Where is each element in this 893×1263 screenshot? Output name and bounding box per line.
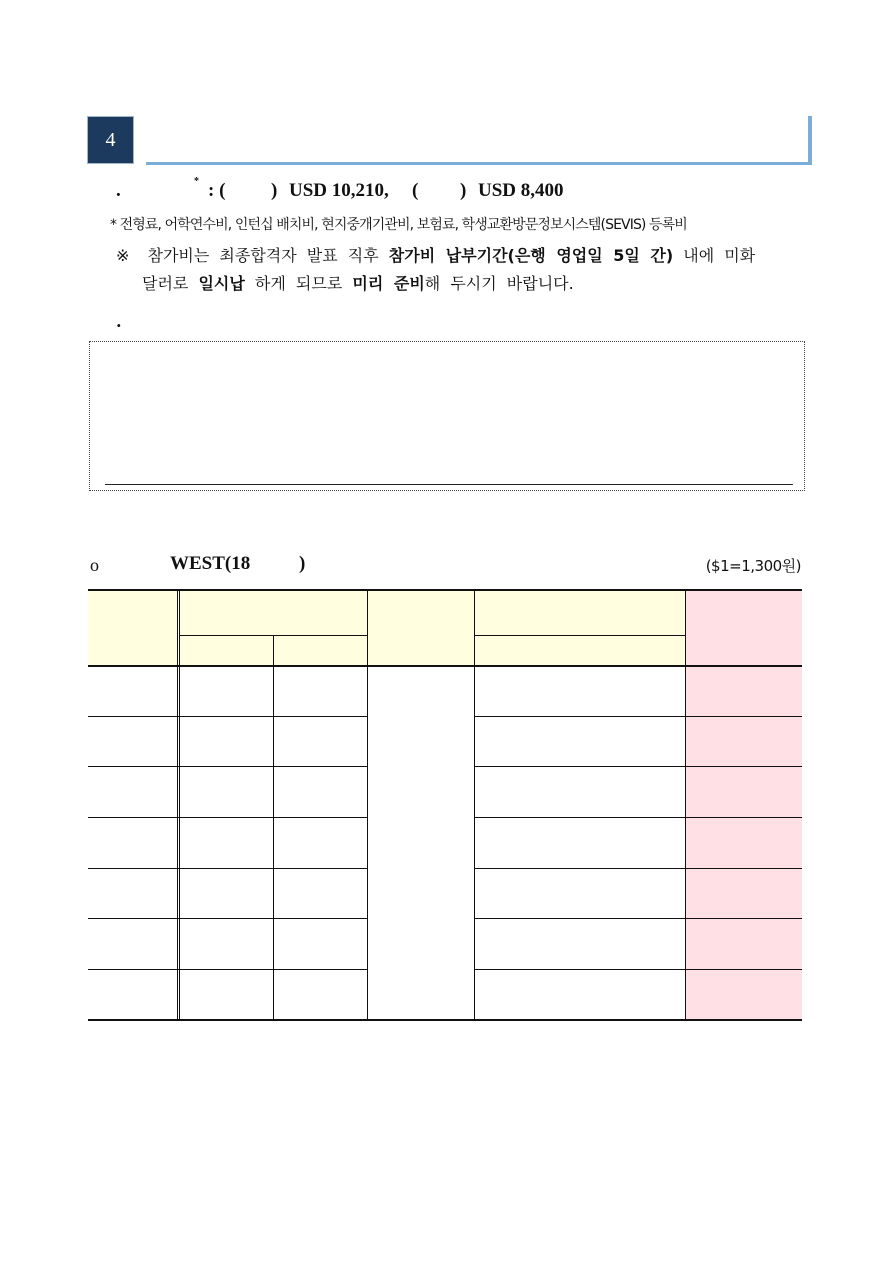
payment-note-text-2a: 달러로 <box>142 274 199 293</box>
section-rule-end <box>808 116 812 165</box>
header-cell-4b <box>475 636 685 666</box>
dotted-box-underline <box>105 484 793 485</box>
row-rule-2b <box>475 766 802 767</box>
section-rule <box>146 162 812 165</box>
col-rule-3 <box>367 589 368 1021</box>
fee-amount-2: USD 8,400 <box>478 180 564 201</box>
row-rule-4a <box>88 868 368 869</box>
payment-period-emphasis: 참가비 납부기간(은행 영업일 5일 간) <box>388 246 674 265</box>
row-rule-5b <box>475 918 802 919</box>
payment-note-line-2 <box>142 271 837 294</box>
payment-note-text-2e: 해 두시기 바랍니다. <box>424 274 574 293</box>
fee-open-paren: : ( <box>208 180 226 201</box>
fee-asterisk: * <box>194 176 199 187</box>
payment-note-text-c: 내에 미화 <box>673 246 756 265</box>
header-bottom-rule <box>88 665 802 667</box>
prepare-emphasis: 미리 준비 <box>352 274 425 293</box>
row-rule-1a <box>88 716 368 717</box>
header-cell-4 <box>475 591 685 635</box>
fee-amount-1: USD 10,210, <box>289 180 389 201</box>
lump-sum-emphasis: 일시납 <box>198 274 245 293</box>
row-rule-1b <box>475 716 802 717</box>
table-bottom-rule <box>88 1019 802 1021</box>
col-rule-4 <box>474 589 475 1021</box>
row-rule-3b <box>475 817 802 818</box>
table-caption-title-b: ) <box>299 553 306 574</box>
row-rule-2a <box>88 766 368 767</box>
section-number-box: 4 <box>87 116 134 164</box>
row-rule-5a <box>88 918 368 919</box>
col-rule-1b <box>179 589 180 1021</box>
included-items-note: * 전형료, 어학연수비, 인턴십 배치비, 현지중개기관비, 보험료, 학생교환방문정보시스템(SEVIS) 등록비 <box>110 217 687 233</box>
header-cell-2-group <box>179 591 367 635</box>
reference-mark: ※ <box>116 246 130 265</box>
payment-note-text-a: 참가비는 최종합격자 발표 직후 <box>147 246 389 265</box>
col-rule-5 <box>685 589 686 1021</box>
payment-note-line-1 <box>116 243 811 266</box>
header-cell-2b <box>273 636 367 666</box>
row-rule-3a <box>88 817 368 818</box>
fee-close-paren-1: ) <box>271 180 278 201</box>
fee-bullet: . <box>116 180 121 201</box>
header-cell-1 <box>88 591 177 666</box>
second-bullet: . <box>116 312 122 331</box>
table-top-rule <box>88 589 802 591</box>
highlight-column <box>686 591 802 1019</box>
col-rule-2 <box>273 635 274 1021</box>
header-sub-rule-b <box>475 635 685 636</box>
fee-close-paren-2: ) <box>460 180 467 201</box>
payment-note-text-2c: 하게 되므로 <box>244 274 353 293</box>
row-rule-6b <box>475 969 802 970</box>
dotted-content-box <box>89 341 805 491</box>
table-caption-mark: o <box>90 555 99 575</box>
row-rule-6a <box>88 969 368 970</box>
fee-table <box>88 589 802 1021</box>
exchange-rate-label: ($1=1,300원) <box>705 557 801 575</box>
col-rule-1a <box>177 589 178 1021</box>
fee-open-paren-2: ( <box>412 180 419 201</box>
header-cell-3 <box>368 591 474 666</box>
header-cell-2a <box>179 636 273 666</box>
row-rule-4b <box>475 868 802 869</box>
table-caption-title-a: WEST(18 <box>170 553 251 574</box>
